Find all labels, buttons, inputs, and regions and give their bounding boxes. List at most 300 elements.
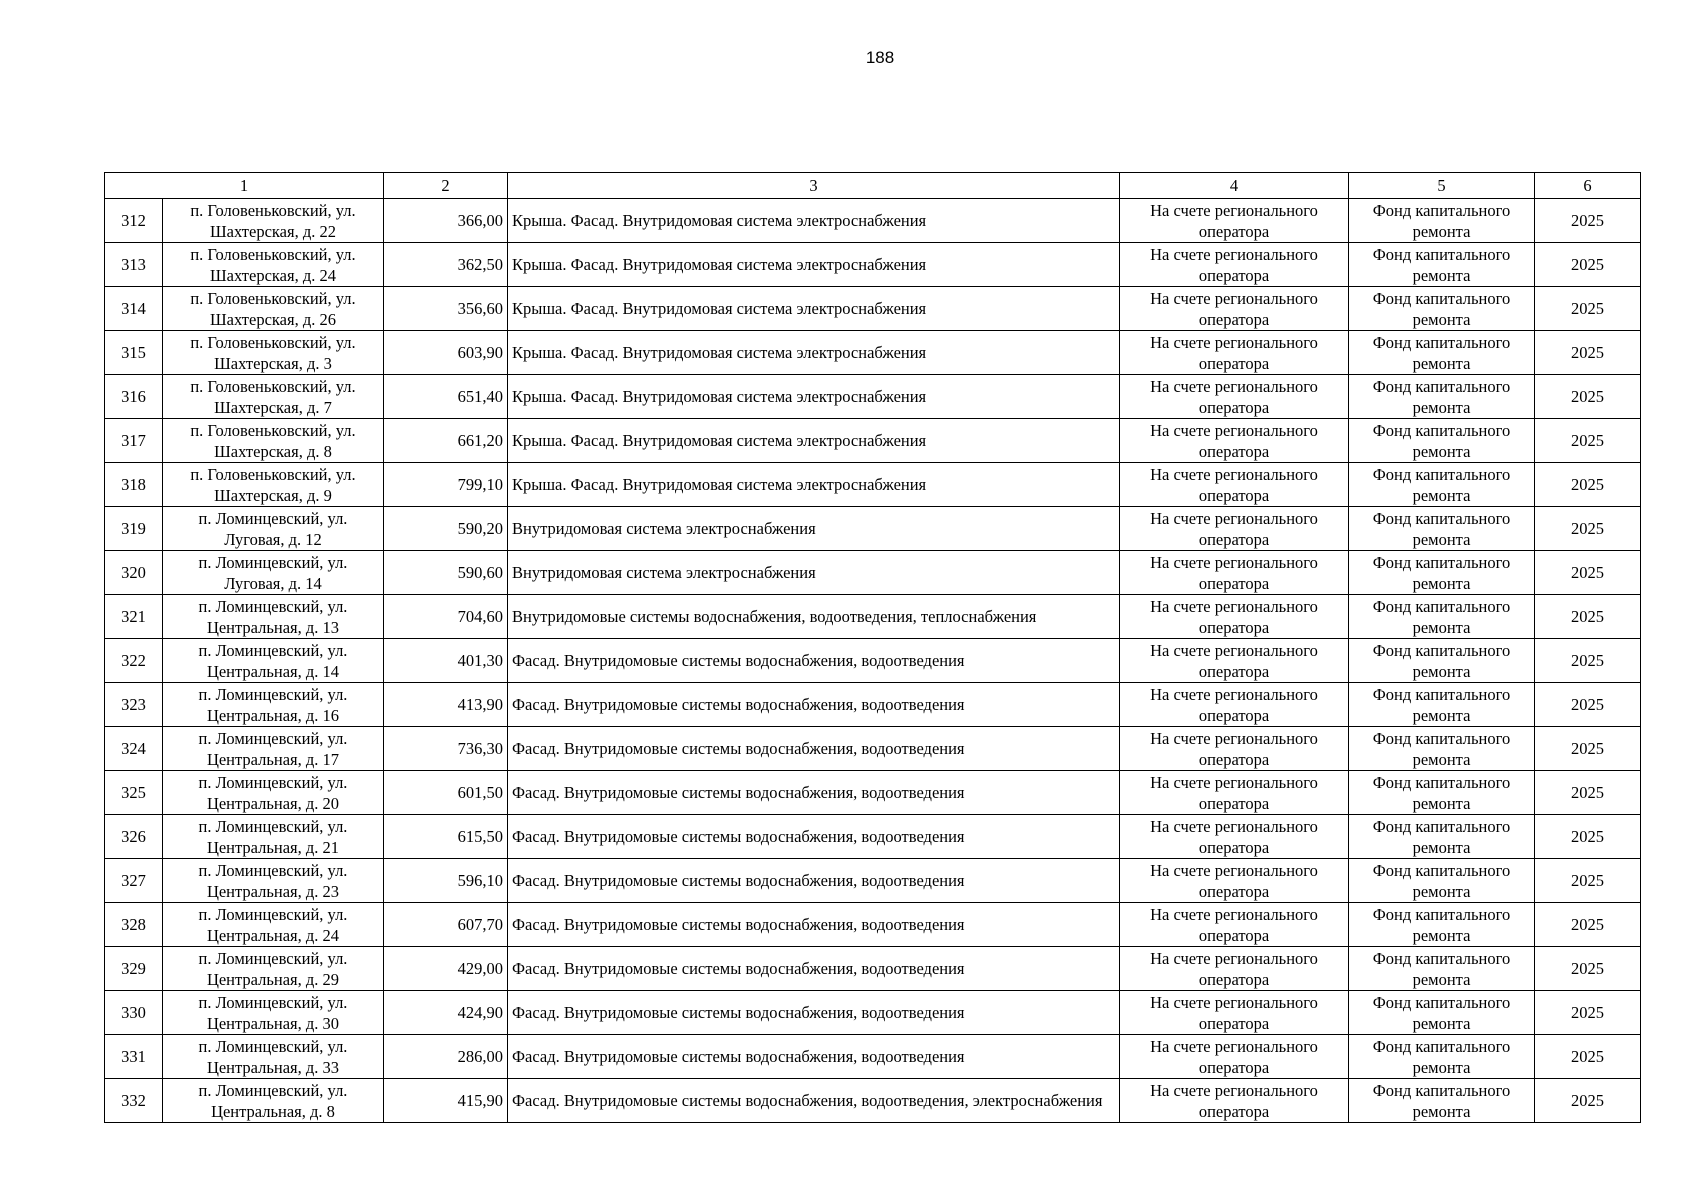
address-line-2: Центральная, д. 29 bbox=[206, 969, 340, 989]
funding-line-2: ремонта bbox=[1412, 485, 1471, 505]
address-cell bbox=[163, 859, 384, 903]
table-row bbox=[105, 243, 1641, 287]
year-cell: 2025 bbox=[1535, 463, 1641, 507]
table-row bbox=[105, 639, 1641, 683]
method-line-1: На счете регионального bbox=[1150, 948, 1318, 968]
area-cell: 607,70 bbox=[384, 903, 508, 947]
table-row bbox=[105, 551, 1641, 595]
funding-line-1: Фонд капитального bbox=[1372, 816, 1511, 836]
table-row bbox=[105, 375, 1641, 419]
address-cell bbox=[163, 815, 384, 859]
method-line-2: оператора bbox=[1198, 749, 1270, 769]
method-line-1: На счете регионального bbox=[1150, 244, 1318, 264]
method-line-2: оператора bbox=[1198, 881, 1270, 901]
year-cell: 2025 bbox=[1535, 727, 1641, 771]
address-line-2: Луговая, д. 12 bbox=[224, 529, 322, 549]
method-line-2: оператора bbox=[1198, 925, 1270, 945]
funding-line-1: Фонд капитального bbox=[1372, 860, 1511, 880]
method-cell bbox=[1120, 199, 1349, 243]
address-cell bbox=[163, 1079, 384, 1123]
area-cell: 601,50 bbox=[384, 771, 508, 815]
address-cell bbox=[163, 639, 384, 683]
table-row bbox=[105, 419, 1641, 463]
method-cell bbox=[1120, 727, 1349, 771]
area-cell: 286,00 bbox=[384, 1035, 508, 1079]
address-line-2: Центральная, д. 20 bbox=[206, 793, 340, 813]
method-cell bbox=[1120, 903, 1349, 947]
works-cell: Фасад. Внутридомовые системы водоснабжения, водоотведения bbox=[508, 771, 1120, 815]
area-cell: 590,20 bbox=[384, 507, 508, 551]
table-row bbox=[105, 595, 1641, 639]
works-cell: Фасад. Внутридомовые системы водоснабжения, водоотведения bbox=[508, 947, 1120, 991]
table-row bbox=[105, 947, 1641, 991]
address-line-2: Шахтерская, д. 3 bbox=[214, 353, 332, 373]
funding-line-2: ремонта bbox=[1412, 221, 1471, 241]
row-number: 315 bbox=[105, 331, 163, 375]
funding-line-2: ремонта bbox=[1412, 353, 1471, 373]
year-cell: 2025 bbox=[1535, 1079, 1641, 1123]
year-cell: 2025 bbox=[1535, 771, 1641, 815]
year-cell: 2025 bbox=[1535, 639, 1641, 683]
method-cell bbox=[1120, 595, 1349, 639]
address-cell bbox=[163, 991, 384, 1035]
method-line-1: На счете регионального bbox=[1150, 772, 1318, 792]
area-cell: 424,90 bbox=[384, 991, 508, 1035]
method-cell bbox=[1120, 639, 1349, 683]
year-cell: 2025 bbox=[1535, 419, 1641, 463]
funding-line-1: Фонд капитального bbox=[1372, 596, 1511, 616]
row-number: 316 bbox=[105, 375, 163, 419]
address-line-2: Центральная, д. 30 bbox=[206, 1013, 340, 1033]
area-cell: 366,00 bbox=[384, 199, 508, 243]
table-row bbox=[105, 1079, 1641, 1123]
funding-line-1: Фонд капитального bbox=[1372, 948, 1511, 968]
funding-line-1: Фонд капитального bbox=[1372, 332, 1511, 352]
address-line-2: Центральная, д. 21 bbox=[206, 837, 340, 857]
area-cell: 362,50 bbox=[384, 243, 508, 287]
table-row bbox=[105, 287, 1641, 331]
funding-cell bbox=[1349, 947, 1535, 991]
table-header bbox=[105, 173, 1641, 199]
address-cell bbox=[163, 903, 384, 947]
area-cell: 736,30 bbox=[384, 727, 508, 771]
method-line-2: оператора bbox=[1198, 397, 1270, 417]
method-line-2: оператора bbox=[1198, 485, 1270, 505]
row-number: 318 bbox=[105, 463, 163, 507]
method-cell bbox=[1120, 375, 1349, 419]
funding-line-2: ремонта bbox=[1412, 397, 1471, 417]
method-line-2: оператора bbox=[1198, 1101, 1270, 1121]
table-row bbox=[105, 859, 1641, 903]
header-col-6: 6 bbox=[1535, 173, 1641, 199]
address-line-2: Центральная, д. 8 bbox=[211, 1101, 335, 1121]
year-cell: 2025 bbox=[1535, 199, 1641, 243]
method-line-2: оператора bbox=[1198, 529, 1270, 549]
funding-line-1: Фонд капитального bbox=[1372, 508, 1511, 528]
funding-line-1: Фонд капитального bbox=[1372, 992, 1511, 1012]
method-cell bbox=[1120, 683, 1349, 727]
works-cell: Фасад. Внутридомовые системы водоснабжения, водоотведения bbox=[508, 683, 1120, 727]
address-line-1: п. Ломинцевский, ул. bbox=[198, 772, 348, 792]
address-line-1: п. Головеньковский, ул. bbox=[190, 244, 356, 264]
area-cell: 603,90 bbox=[384, 331, 508, 375]
funding-cell bbox=[1349, 683, 1535, 727]
table-row bbox=[105, 1035, 1641, 1079]
funding-cell bbox=[1349, 551, 1535, 595]
table-row bbox=[105, 991, 1641, 1035]
works-cell: Крыша. Фасад. Внутридомовая система электроснабжения bbox=[508, 199, 1120, 243]
address-line-2: Шахтерская, д. 22 bbox=[210, 221, 336, 241]
area-cell: 704,60 bbox=[384, 595, 508, 639]
method-line-2: оператора bbox=[1198, 705, 1270, 725]
address-cell bbox=[163, 1035, 384, 1079]
address-line-1: п. Ломинцевский, ул. bbox=[198, 508, 348, 528]
address-cell bbox=[163, 375, 384, 419]
address-line-2: Центральная, д. 13 bbox=[206, 617, 340, 637]
funding-cell bbox=[1349, 331, 1535, 375]
funding-line-2: ремонта bbox=[1412, 1013, 1471, 1033]
table-body bbox=[105, 199, 1641, 1123]
table-row bbox=[105, 683, 1641, 727]
address-cell bbox=[163, 507, 384, 551]
funding-line-2: ремонта bbox=[1412, 617, 1471, 637]
address-line-2: Центральная, д. 23 bbox=[206, 881, 340, 901]
address-line-1: п. Ломинцевский, ул. bbox=[198, 640, 348, 660]
method-cell bbox=[1120, 331, 1349, 375]
row-number: 325 bbox=[105, 771, 163, 815]
method-cell bbox=[1120, 507, 1349, 551]
funding-cell bbox=[1349, 727, 1535, 771]
address-line-2: Центральная, д. 33 bbox=[206, 1057, 340, 1077]
address-cell bbox=[163, 463, 384, 507]
funding-line-2: ремонта bbox=[1412, 749, 1471, 769]
method-line-2: оператора bbox=[1198, 221, 1270, 241]
address-line-1: п. Ломинцевский, ул. bbox=[198, 860, 348, 880]
funding-line-1: Фонд капитального bbox=[1372, 1080, 1511, 1100]
address-cell bbox=[163, 287, 384, 331]
funding-line-2: ремонта bbox=[1412, 661, 1471, 681]
address-cell bbox=[163, 947, 384, 991]
method-line-1: На счете регионального bbox=[1150, 1036, 1318, 1056]
funding-line-2: ремонта bbox=[1412, 529, 1471, 549]
row-number: 324 bbox=[105, 727, 163, 771]
funding-line-2: ремонта bbox=[1412, 925, 1471, 945]
page-number: 188 bbox=[865, 48, 895, 67]
row-number: 312 bbox=[105, 199, 163, 243]
method-line-1: На счете регионального bbox=[1150, 332, 1318, 352]
method-line-1: На счете регионального bbox=[1150, 552, 1318, 572]
method-cell bbox=[1120, 991, 1349, 1035]
funding-cell bbox=[1349, 243, 1535, 287]
method-line-2: оператора bbox=[1198, 573, 1270, 593]
address-line-1: п. Ломинцевский, ул. bbox=[198, 596, 348, 616]
header-col-2: 2 bbox=[384, 173, 508, 199]
year-cell: 2025 bbox=[1535, 551, 1641, 595]
funding-cell bbox=[1349, 287, 1535, 331]
funding-line-2: ремонта bbox=[1412, 309, 1471, 329]
table-row bbox=[105, 331, 1641, 375]
year-cell: 2025 bbox=[1535, 375, 1641, 419]
address-line-2: Центральная, д. 17 bbox=[206, 749, 340, 769]
method-cell bbox=[1120, 1079, 1349, 1123]
address-cell bbox=[163, 419, 384, 463]
method-line-2: оператора bbox=[1198, 661, 1270, 681]
works-cell: Фасад. Внутридомовые системы водоснабжения, водоотведения bbox=[508, 727, 1120, 771]
method-line-1: На счете регионального bbox=[1150, 728, 1318, 748]
address-line-2: Центральная, д. 24 bbox=[206, 925, 340, 945]
funding-line-1: Фонд капитального bbox=[1372, 640, 1511, 660]
year-cell: 2025 bbox=[1535, 243, 1641, 287]
works-cell: Внутридомовая система электроснабжения bbox=[508, 507, 1120, 551]
funding-line-1: Фонд капитального bbox=[1372, 376, 1511, 396]
method-line-1: На счете регионального bbox=[1150, 376, 1318, 396]
funding-line-2: ремонта bbox=[1412, 573, 1471, 593]
address-line-2: Центральная, д. 14 bbox=[206, 661, 340, 681]
row-number: 317 bbox=[105, 419, 163, 463]
address-cell bbox=[163, 199, 384, 243]
funding-cell bbox=[1349, 991, 1535, 1035]
address-line-1: п. Ломинцевский, ул. bbox=[198, 552, 348, 572]
address-line-1: п. Ломинцевский, ул. bbox=[198, 1080, 348, 1100]
address-cell bbox=[163, 683, 384, 727]
funding-cell bbox=[1349, 199, 1535, 243]
address-line-1: п. Головеньковский, ул. bbox=[190, 464, 356, 484]
works-cell: Крыша. Фасад. Внутридомовая система электроснабжения bbox=[508, 375, 1120, 419]
year-cell: 2025 bbox=[1535, 331, 1641, 375]
funding-line-1: Фонд капитального bbox=[1372, 420, 1511, 440]
address-line-1: п. Головеньковский, ул. bbox=[190, 420, 356, 440]
method-line-1: На счете регионального bbox=[1150, 288, 1318, 308]
funding-line-2: ремонта bbox=[1412, 441, 1471, 461]
year-cell: 2025 bbox=[1535, 947, 1641, 991]
address-line-1: п. Головеньковский, ул. bbox=[190, 376, 356, 396]
row-number: 319 bbox=[105, 507, 163, 551]
row-number: 313 bbox=[105, 243, 163, 287]
method-line-2: оператора bbox=[1198, 353, 1270, 373]
method-cell bbox=[1120, 551, 1349, 595]
area-cell: 356,60 bbox=[384, 287, 508, 331]
address-line-2: Шахтерская, д. 9 bbox=[214, 485, 332, 505]
method-line-1: На счете регионального bbox=[1150, 508, 1318, 528]
method-line-1: На счете регионального bbox=[1150, 992, 1318, 1012]
funding-line-1: Фонд капитального bbox=[1372, 904, 1511, 924]
year-cell: 2025 bbox=[1535, 595, 1641, 639]
header-col-4: 4 bbox=[1120, 173, 1349, 199]
address-line-2: Центральная, д. 16 bbox=[206, 705, 340, 725]
row-number: 326 bbox=[105, 815, 163, 859]
funding-line-1: Фонд капитального bbox=[1372, 684, 1511, 704]
address-cell bbox=[163, 727, 384, 771]
method-line-2: оператора bbox=[1198, 969, 1270, 989]
header-col-3: 3 bbox=[508, 173, 1120, 199]
address-line-1: п. Ломинцевский, ул. bbox=[198, 684, 348, 704]
method-line-2: оператора bbox=[1198, 793, 1270, 813]
row-number: 320 bbox=[105, 551, 163, 595]
works-cell: Внутридомовые системы водоснабжения, водоотведения, теплоснабжения bbox=[508, 595, 1120, 639]
method-line-1: На счете регионального bbox=[1150, 860, 1318, 880]
funding-cell bbox=[1349, 419, 1535, 463]
area-cell: 429,00 bbox=[384, 947, 508, 991]
funding-cell bbox=[1349, 507, 1535, 551]
year-cell: 2025 bbox=[1535, 1035, 1641, 1079]
funding-line-2: ремонта bbox=[1412, 705, 1471, 725]
row-number: 327 bbox=[105, 859, 163, 903]
funding-line-2: ремонта bbox=[1412, 969, 1471, 989]
address-line-1: п. Ломинцевский, ул. bbox=[198, 728, 348, 748]
address-cell bbox=[163, 595, 384, 639]
header-col-5: 5 bbox=[1349, 173, 1535, 199]
works-cell: Фасад. Внутридомовые системы водоснабжения, водоотведения bbox=[508, 639, 1120, 683]
funding-line-2: ремонта bbox=[1412, 265, 1471, 285]
method-line-2: оператора bbox=[1198, 441, 1270, 461]
address-cell bbox=[163, 243, 384, 287]
works-cell: Внутридомовая система электроснабжения bbox=[508, 551, 1120, 595]
address-line-1: п. Головеньковский, ул. bbox=[190, 288, 356, 308]
year-cell: 2025 bbox=[1535, 815, 1641, 859]
method-line-1: На счете регионального bbox=[1150, 904, 1318, 924]
method-cell bbox=[1120, 287, 1349, 331]
address-line-1: п. Ломинцевский, ул. bbox=[198, 992, 348, 1012]
year-cell: 2025 bbox=[1535, 287, 1641, 331]
method-cell bbox=[1120, 1035, 1349, 1079]
method-cell bbox=[1120, 463, 1349, 507]
year-cell: 2025 bbox=[1535, 507, 1641, 551]
table-row bbox=[105, 727, 1641, 771]
table-row bbox=[105, 815, 1641, 859]
row-number: 321 bbox=[105, 595, 163, 639]
address-cell bbox=[163, 551, 384, 595]
method-line-1: На счете регионального bbox=[1150, 1080, 1318, 1100]
table-row bbox=[105, 771, 1641, 815]
funding-line-1: Фонд капитального bbox=[1372, 552, 1511, 572]
address-line-2: Шахтерская, д. 26 bbox=[210, 309, 336, 329]
row-number: 332 bbox=[105, 1079, 163, 1123]
funding-cell bbox=[1349, 639, 1535, 683]
area-cell: 615,50 bbox=[384, 815, 508, 859]
method-cell bbox=[1120, 419, 1349, 463]
works-cell: Фасад. Внутридомовые системы водоснабжения, водоотведения bbox=[508, 815, 1120, 859]
address-line-1: п. Ломинцевский, ул. bbox=[198, 948, 348, 968]
funding-line-1: Фонд капитального bbox=[1372, 728, 1511, 748]
row-number: 314 bbox=[105, 287, 163, 331]
area-cell: 596,10 bbox=[384, 859, 508, 903]
header-col-1: 1 bbox=[105, 173, 384, 199]
funding-cell bbox=[1349, 771, 1535, 815]
row-number: 328 bbox=[105, 903, 163, 947]
method-line-1: На счете регионального bbox=[1150, 596, 1318, 616]
row-number: 323 bbox=[105, 683, 163, 727]
method-cell bbox=[1120, 859, 1349, 903]
works-cell: Фасад. Внутридомовые системы водоснабжения, водоотведения bbox=[508, 1035, 1120, 1079]
funding-line-2: ремонта bbox=[1412, 793, 1471, 813]
year-cell: 2025 bbox=[1535, 859, 1641, 903]
funding-line-1: Фонд капитального bbox=[1372, 772, 1511, 792]
header-row bbox=[105, 173, 1641, 199]
method-line-2: оператора bbox=[1198, 309, 1270, 329]
address-cell bbox=[163, 331, 384, 375]
address-line-2: Шахтерская, д. 24 bbox=[210, 265, 336, 285]
address-line-2: Шахтерская, д. 7 bbox=[214, 397, 332, 417]
method-line-1: На счете регионального bbox=[1150, 684, 1318, 704]
method-cell bbox=[1120, 947, 1349, 991]
address-line-2: Луговая, д. 14 bbox=[224, 573, 322, 593]
works-cell: Фасад. Внутридомовые системы водоснабжения, водоотведения bbox=[508, 859, 1120, 903]
row-number: 330 bbox=[105, 991, 163, 1035]
table-row bbox=[105, 463, 1641, 507]
works-cell: Фасад. Внутридомовые системы водоснабжения, водоотведения bbox=[508, 903, 1120, 947]
area-cell: 401,30 bbox=[384, 639, 508, 683]
funding-line-1: Фонд капитального bbox=[1372, 1036, 1511, 1056]
funding-cell bbox=[1349, 463, 1535, 507]
table-row bbox=[105, 507, 1641, 551]
funding-line-1: Фонд капитального bbox=[1372, 200, 1511, 220]
funding-cell bbox=[1349, 859, 1535, 903]
funding-line-2: ремонта bbox=[1412, 881, 1471, 901]
funding-line-2: ремонта bbox=[1412, 1057, 1471, 1077]
works-cell: Крыша. Фасад. Внутридомовая система электроснабжения bbox=[508, 243, 1120, 287]
method-line-1: На счете регионального bbox=[1150, 420, 1318, 440]
row-number: 322 bbox=[105, 639, 163, 683]
year-cell: 2025 bbox=[1535, 683, 1641, 727]
address-line-1: п. Ломинцевский, ул. bbox=[198, 816, 348, 836]
table-row bbox=[105, 903, 1641, 947]
funding-line-2: ремонта bbox=[1412, 1101, 1471, 1121]
address-line-1: п. Головеньковский, ул. bbox=[190, 332, 356, 352]
area-cell: 415,90 bbox=[384, 1079, 508, 1123]
year-cell: 2025 bbox=[1535, 903, 1641, 947]
address-line-1: п. Ломинцевский, ул. bbox=[198, 904, 348, 924]
method-line-2: оператора bbox=[1198, 265, 1270, 285]
works-cell: Фасад. Внутридомовые системы водоснабжения, водоотведения bbox=[508, 991, 1120, 1035]
area-cell: 661,20 bbox=[384, 419, 508, 463]
row-number: 331 bbox=[105, 1035, 163, 1079]
address-line-1: п. Ломинцевский, ул. bbox=[198, 1036, 348, 1056]
method-line-2: оператора bbox=[1198, 837, 1270, 857]
funding-cell bbox=[1349, 595, 1535, 639]
funding-cell bbox=[1349, 375, 1535, 419]
method-line-2: оператора bbox=[1198, 1057, 1270, 1077]
method-line-2: оператора bbox=[1198, 617, 1270, 637]
funding-cell bbox=[1349, 815, 1535, 859]
method-line-2: оператора bbox=[1198, 1013, 1270, 1033]
funding-line-1: Фонд капитального bbox=[1372, 464, 1511, 484]
address-cell bbox=[163, 771, 384, 815]
area-cell: 413,90 bbox=[384, 683, 508, 727]
funding-cell bbox=[1349, 903, 1535, 947]
method-line-1: На счете регионального bbox=[1150, 464, 1318, 484]
address-line-1: п. Головеньковский, ул. bbox=[190, 200, 356, 220]
row-number: 329 bbox=[105, 947, 163, 991]
works-cell: Крыша. Фасад. Внутридомовая система электроснабжения bbox=[508, 331, 1120, 375]
address-line-2: Шахтерская, д. 8 bbox=[214, 441, 332, 461]
works-cell: Крыша. Фасад. Внутридомовая система электроснабжения bbox=[508, 419, 1120, 463]
method-cell bbox=[1120, 243, 1349, 287]
method-line-1: На счете регионального bbox=[1150, 640, 1318, 660]
capital-repair-table bbox=[104, 172, 1641, 1123]
funding-line-2: ремонта bbox=[1412, 837, 1471, 857]
funding-line-1: Фонд капитального bbox=[1372, 244, 1511, 264]
area-cell: 590,60 bbox=[384, 551, 508, 595]
area-cell: 651,40 bbox=[384, 375, 508, 419]
funding-cell bbox=[1349, 1035, 1535, 1079]
year-cell: 2025 bbox=[1535, 991, 1641, 1035]
funding-cell bbox=[1349, 1079, 1535, 1123]
works-cell: Крыша. Фасад. Внутридомовая система электроснабжения bbox=[508, 463, 1120, 507]
method-cell bbox=[1120, 771, 1349, 815]
area-cell: 799,10 bbox=[384, 463, 508, 507]
method-line-1: На счете регионального bbox=[1150, 816, 1318, 836]
funding-line-1: Фонд капитального bbox=[1372, 288, 1511, 308]
